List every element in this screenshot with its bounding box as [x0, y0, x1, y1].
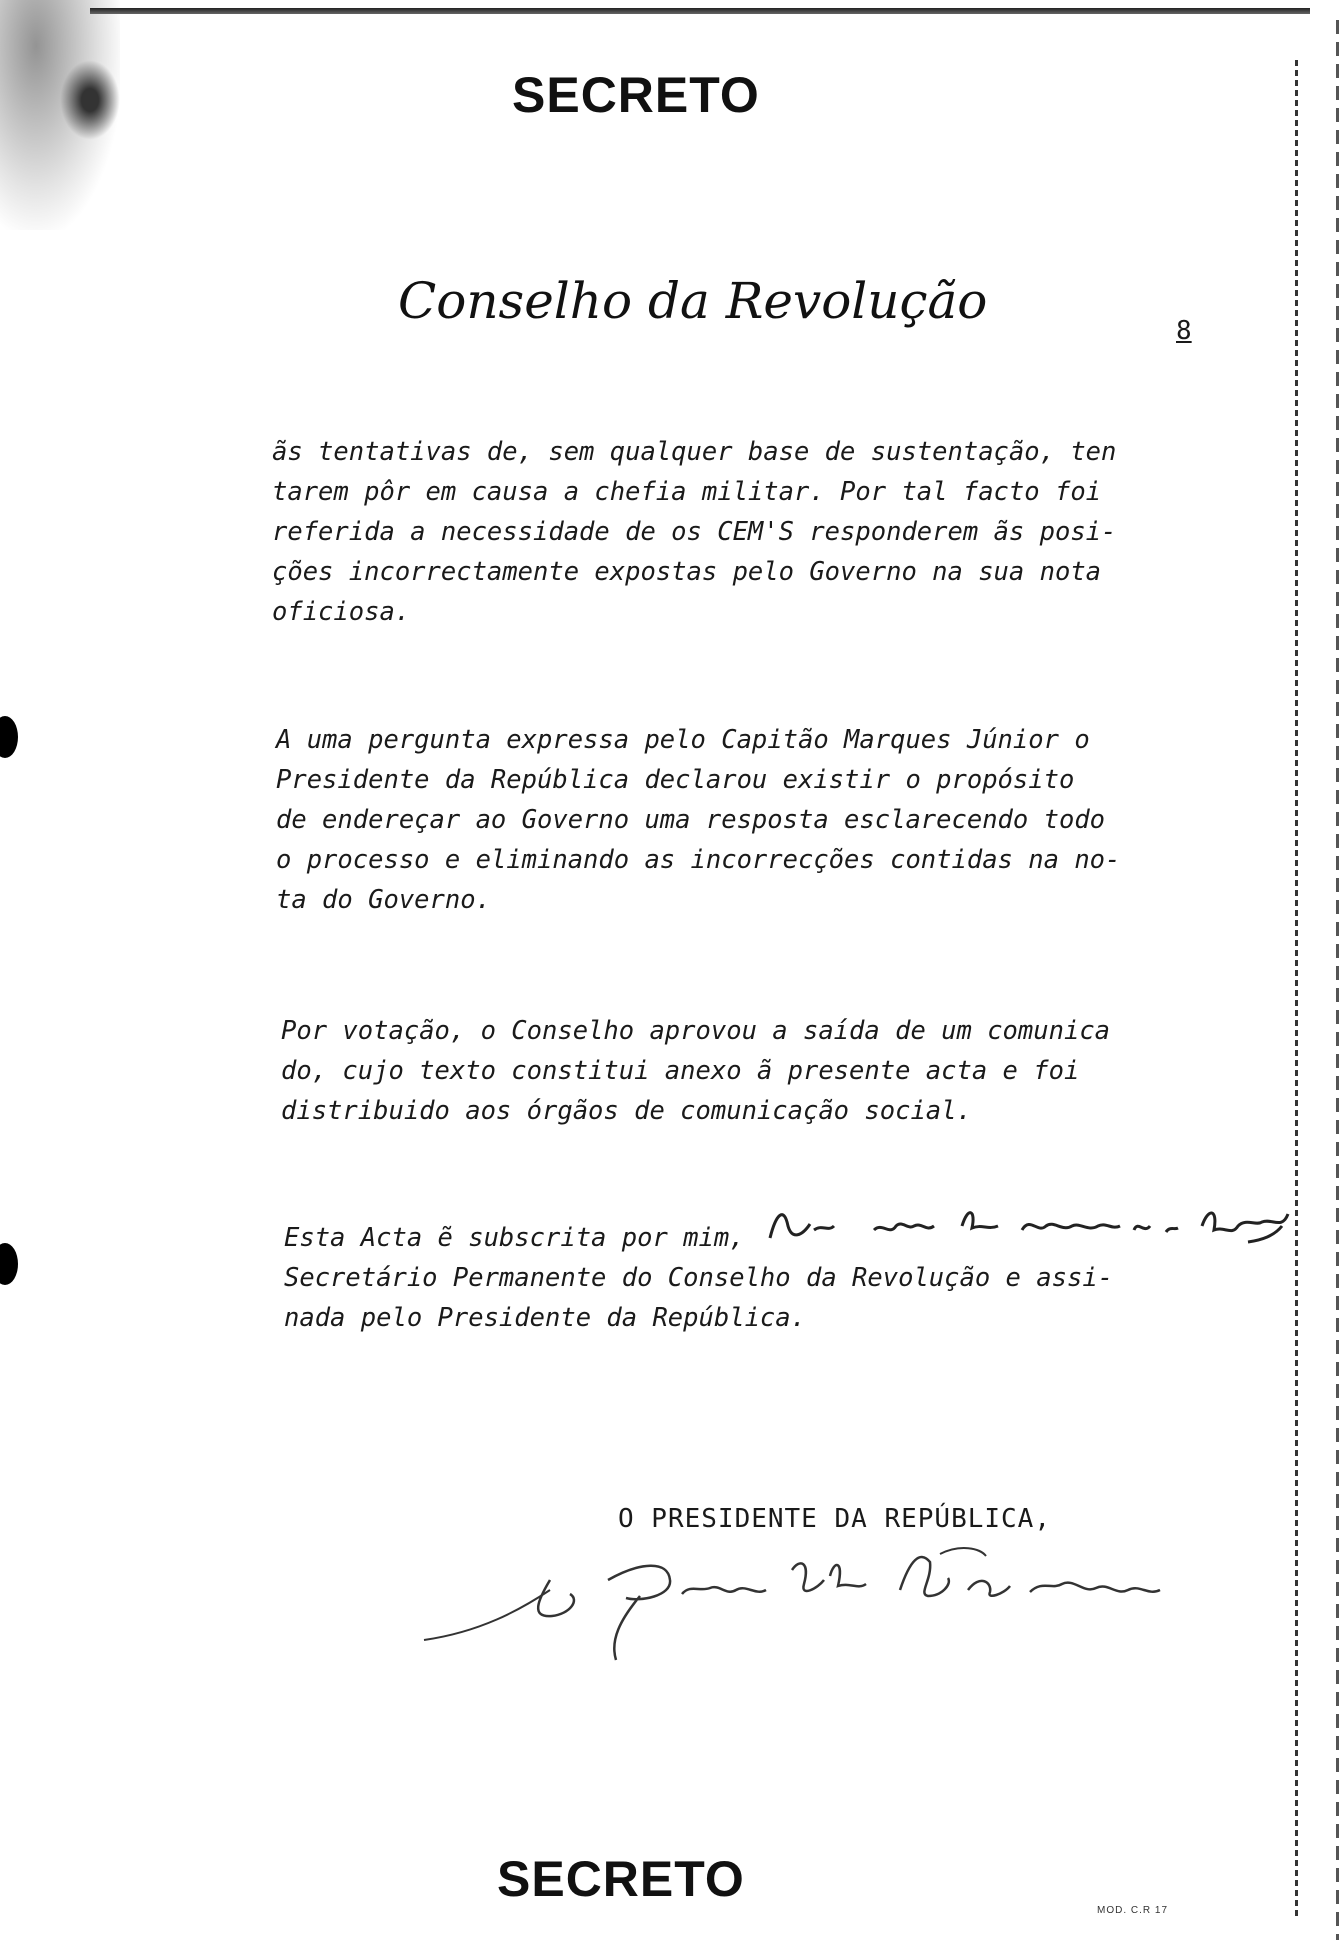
paragraph-3: Por votação, o Conselho aprovou a saída de um comunica do, cujo texto constitui anexo ã presente acta e foi distribuido aos órgãos de comunicação social. — [281, 1016, 1111, 1126]
punch-hole-bottom — [0, 1243, 18, 1285]
letterhead-title: Conselho da Revolução — [398, 272, 988, 330]
president-signature — [420, 1540, 1260, 1670]
form-code: MOD. C.R 17 — [1097, 1905, 1169, 1916]
scan-right-edge-outer — [1336, 20, 1339, 1940]
paragraph-4: Esta Acta ẽ subscrita por mim, Secretário Permanente do Conselho da Revolução e assi- nada pelo Presidente da República. — [284, 1223, 1114, 1333]
paragraph-2: A uma pergunta expressa pelo Capitão Marques Júnior o Presidente da República declarou existir o propósito de endereçar ao Governo uma resposta esclarecendo todo o processo e eliminando as incorrecções contidas na no- ta do Governo. — [276, 725, 1121, 915]
president-label: O PRESIDENTE DA REPÚBLICA, — [618, 1504, 1051, 1534]
punch-hole-top — [0, 716, 18, 758]
classification-stamp-bottom: SECRETO — [497, 1851, 745, 1907]
scan-smudge-dark — [60, 60, 120, 140]
paragraph-1: ãs tentativas de, sem qualquer base de sustentação, ten tarem pôr em causa a chefia militar. Por tal facto foi referida a necessidade de os CEM'S responderem ãs posi- ções incorrectamente expostas pelo Governo na sua nota oficiosa. — [272, 437, 1117, 627]
classification-stamp-top: SECRETO — [512, 67, 760, 123]
page-number: 8 — [1176, 316, 1192, 346]
scan-top-edge — [90, 8, 1310, 14]
scan-right-edge — [1295, 60, 1298, 1920]
secretary-signature — [762, 1196, 1302, 1256]
